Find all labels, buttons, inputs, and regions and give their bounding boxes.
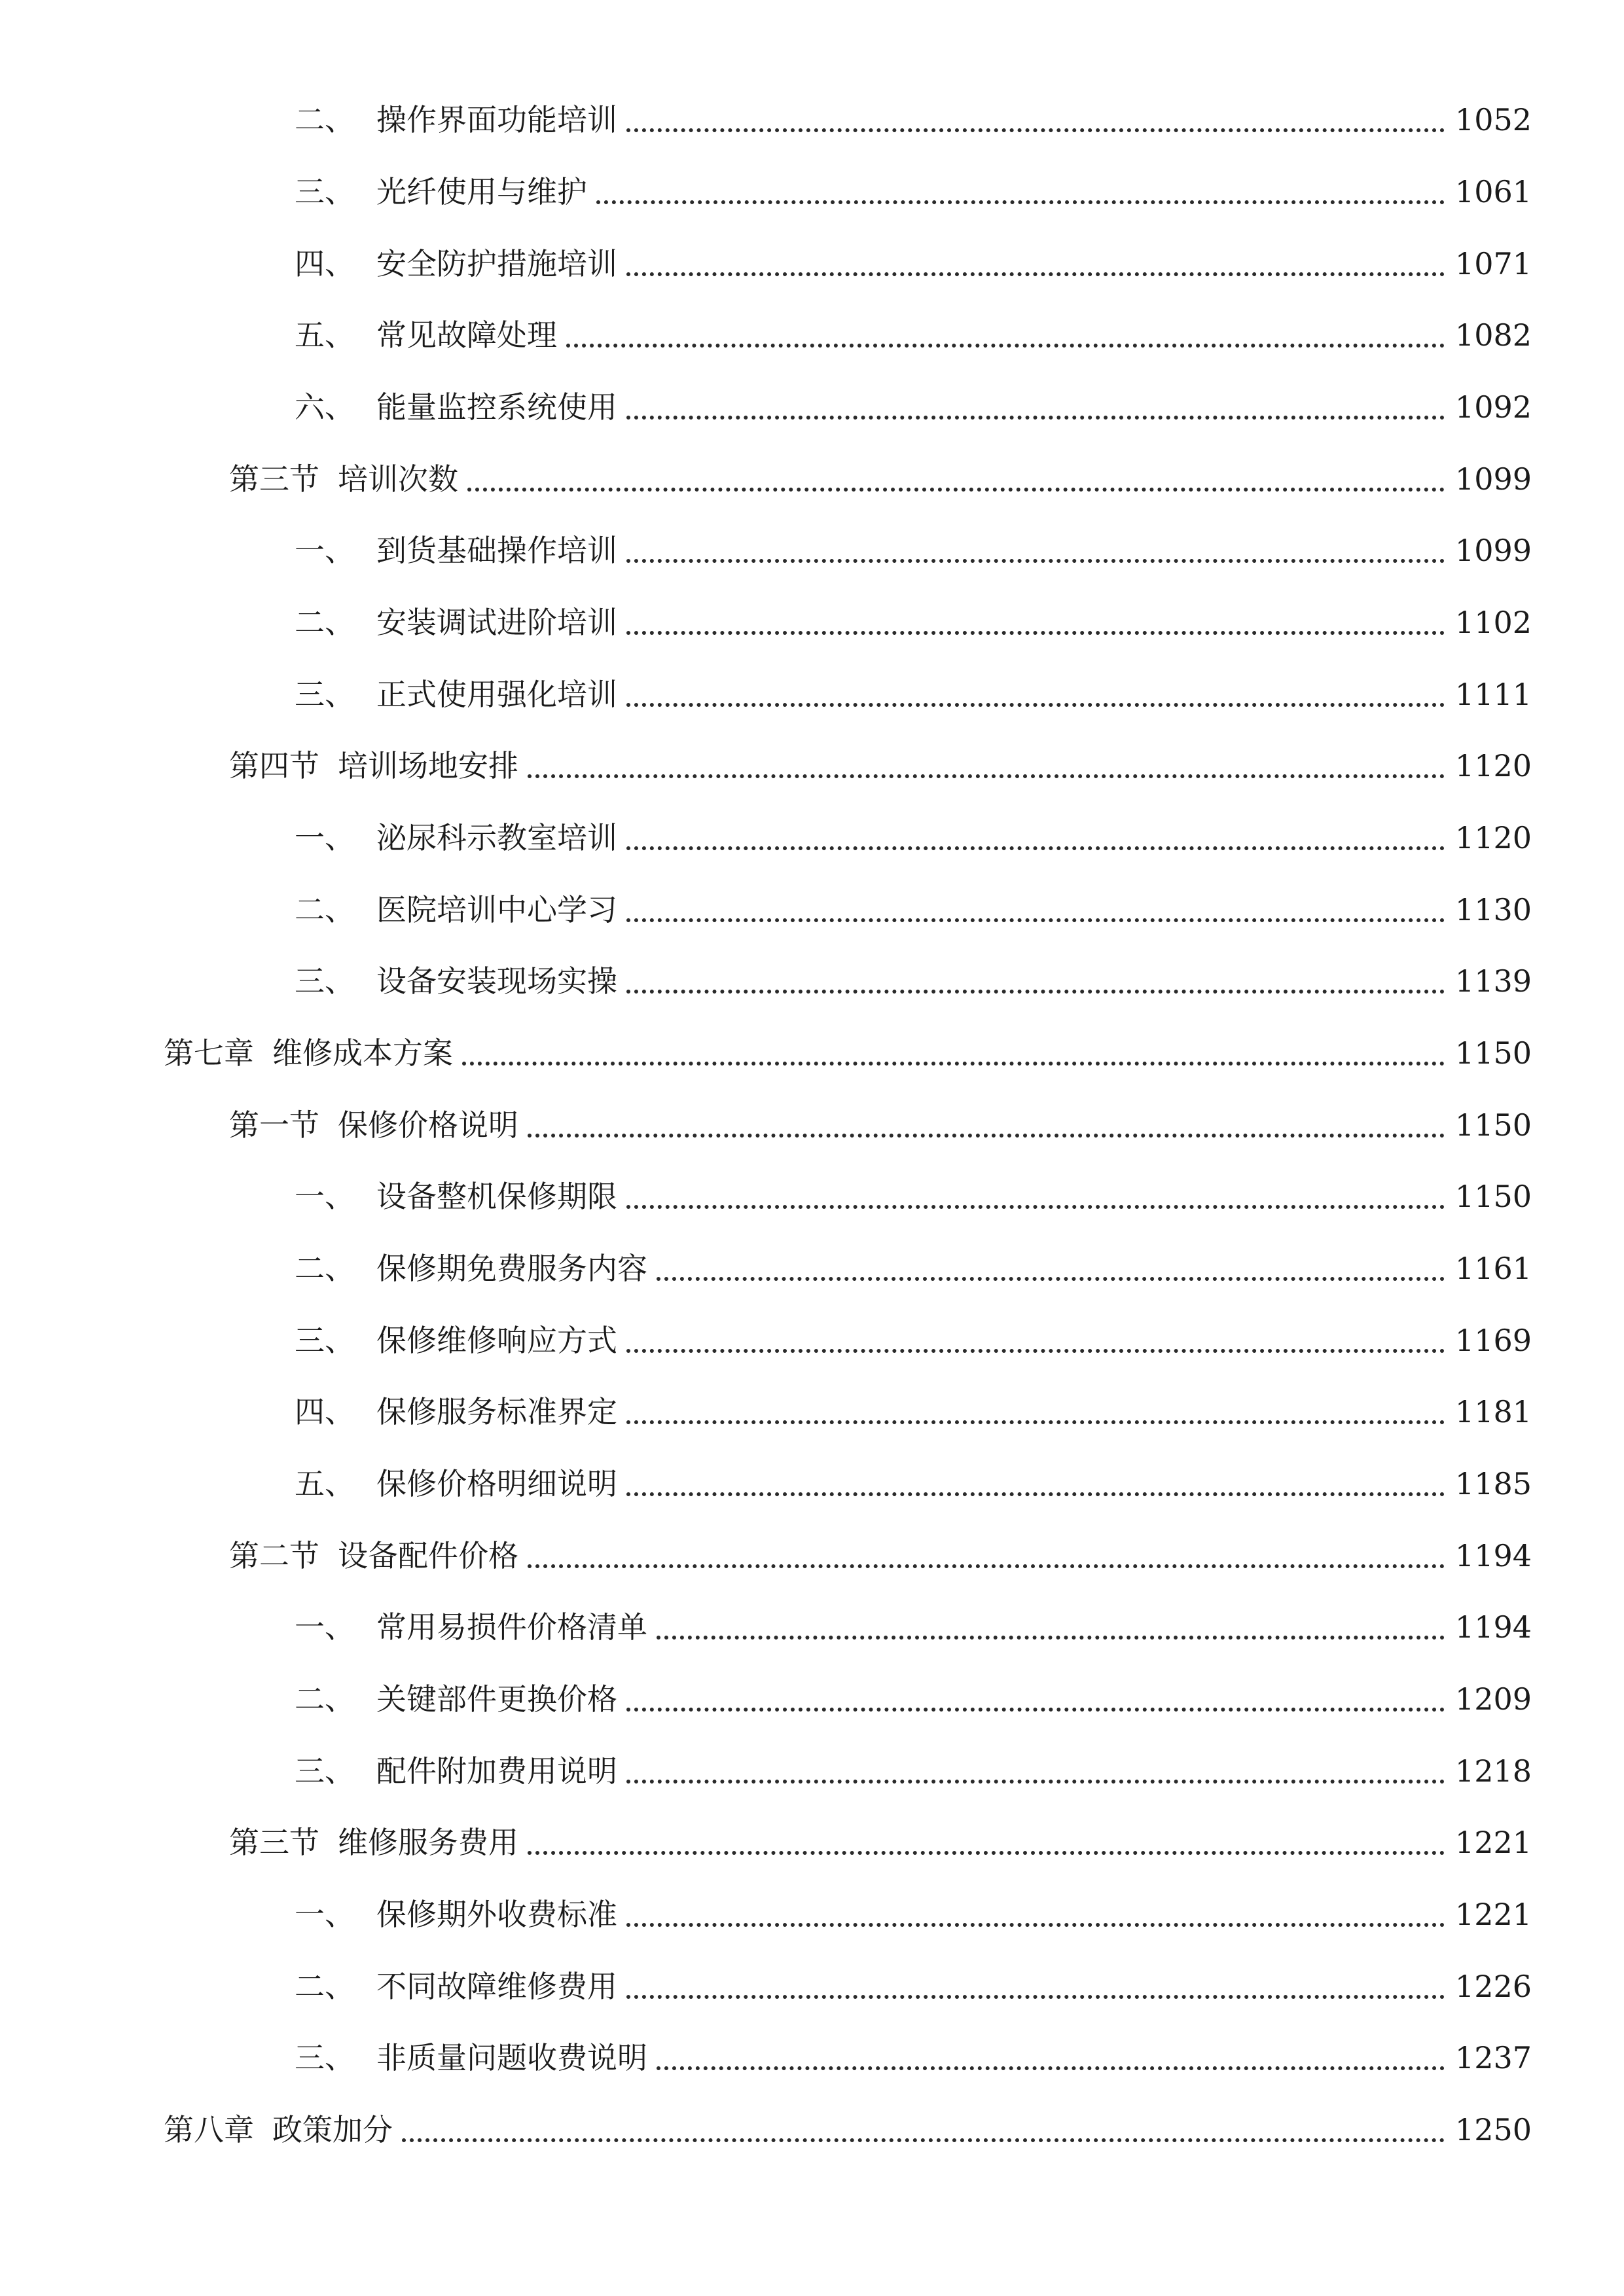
dot-leader — [626, 1349, 1445, 1353]
toc-entry[interactable] — [295, 1458, 1532, 1510]
toc-entry-title: 正式使用强化培训 — [376, 677, 617, 712]
toc-entry[interactable] — [295, 668, 1532, 721]
toc-entry-title: 安全防护措施培训 — [376, 246, 617, 281]
dot-leader — [657, 2066, 1445, 2070]
toc-entry[interactable] — [229, 453, 1532, 505]
dot-leader — [462, 1062, 1445, 1066]
toc-entry-number: 四、 — [295, 246, 355, 281]
toc-entry-number: 三、 — [295, 963, 355, 999]
toc-entry-number: 一、 — [295, 533, 355, 568]
toc-entry-page: 1099 — [1454, 533, 1532, 568]
dot-leader — [626, 1923, 1445, 1927]
dot-leader — [657, 1277, 1445, 1281]
toc-entry-number: 二、 — [295, 1251, 355, 1286]
toc-entry-title: 光纤使用与维护 — [376, 174, 587, 209]
toc-entry[interactable] — [164, 1027, 1532, 1079]
dot-leader — [528, 1564, 1445, 1568]
toc-entry-title: 培训次数 — [338, 461, 458, 497]
toc-entry-page: 1099 — [1454, 461, 1532, 497]
toc-entry-page: 1169 — [1454, 1323, 1532, 1358]
dot-leader — [467, 488, 1445, 492]
toc-entry[interactable] — [295, 1242, 1532, 1295]
toc-entry[interactable] — [295, 1170, 1532, 1223]
toc-entry-page: 1209 — [1454, 1681, 1532, 1717]
dot-leader — [626, 1780, 1445, 1784]
toc-entry-number: 第三节 — [229, 1825, 319, 1860]
toc-entry[interactable] — [295, 1601, 1532, 1653]
toc-entry-number: 第三节 — [229, 461, 319, 497]
toc-entry-page: 1194 — [1454, 1609, 1532, 1645]
toc-entry[interactable] — [295, 1314, 1532, 1367]
toc-entry[interactable] — [295, 596, 1532, 649]
toc-entry[interactable] — [295, 812, 1532, 864]
dot-leader — [626, 1420, 1445, 1424]
toc-entry[interactable] — [229, 1099, 1532, 1151]
toc-entry[interactable] — [295, 1386, 1532, 1438]
dot-leader — [626, 1995, 1445, 1999]
toc-entry-title: 不同故障维修费用 — [376, 1969, 617, 2004]
dot-leader — [626, 1492, 1445, 1496]
dot-leader — [528, 1134, 1445, 1138]
toc-entry-page: 1130 — [1454, 892, 1532, 927]
toc-entry[interactable] — [295, 1960, 1532, 2013]
toc-entry-title: 泌尿科示教室培训 — [376, 820, 617, 855]
toc-entry-page: 1221 — [1454, 1825, 1532, 1860]
toc-entry-title: 保修价格说明 — [338, 1107, 518, 1143]
toc-entry-title: 非质量问题收费说明 — [376, 2040, 647, 2075]
toc-entry-page: 1194 — [1454, 1538, 1532, 1573]
dot-leader — [626, 272, 1445, 276]
toc-entry-title: 政策加分 — [272, 2112, 393, 2147]
dot-leader — [626, 128, 1445, 132]
toc-entry-page: 1120 — [1454, 820, 1532, 855]
dot-leader — [657, 1636, 1445, 1640]
toc-entry-page: 1120 — [1454, 748, 1532, 783]
toc-entry-number: 一、 — [295, 1897, 355, 1932]
toc-entry[interactable] — [295, 524, 1532, 577]
toc-entry[interactable] — [295, 381, 1532, 433]
toc-entry-title: 医院培训中心学习 — [376, 892, 617, 927]
toc-entry-title: 能量监控系统使用 — [376, 389, 617, 425]
toc-entry[interactable] — [295, 238, 1532, 290]
dot-leader — [626, 631, 1445, 635]
toc-entry-page: 1250 — [1454, 2112, 1532, 2147]
toc-entry-page: 1102 — [1454, 605, 1532, 640]
toc-entry-title: 关键部件更换价格 — [376, 1681, 617, 1717]
toc-entry-title: 到货基础操作培训 — [376, 533, 617, 568]
toc-entry[interactable] — [164, 2104, 1532, 2156]
toc-entry[interactable] — [295, 166, 1532, 218]
dot-leader — [402, 2138, 1445, 2142]
toc-entry-number: 三、 — [295, 1323, 355, 1358]
toc-entry-number: 三、 — [295, 1753, 355, 1789]
toc-entry-page: 1150 — [1454, 1179, 1532, 1214]
dot-leader — [626, 990, 1445, 994]
toc-entry-number: 一、 — [295, 1609, 355, 1645]
toc-entry-title: 设备整机保修期限 — [376, 1179, 617, 1214]
toc-entry-title: 常用易损件价格清单 — [376, 1609, 647, 1645]
toc-entry-number: 二、 — [295, 605, 355, 640]
toc-entry-number: 一、 — [295, 820, 355, 855]
dot-leader — [626, 918, 1445, 922]
toc-entry-page: 1218 — [1454, 1753, 1532, 1789]
toc-entry-number: 第四节 — [229, 748, 319, 783]
toc-entry-title: 培训场地安排 — [338, 748, 518, 783]
toc-entry-page: 1181 — [1454, 1394, 1532, 1429]
toc-entry-title: 常见故障处理 — [376, 317, 557, 353]
toc-entry-number: 第二节 — [229, 1538, 319, 1573]
toc-entry[interactable] — [295, 884, 1532, 936]
toc-entry-number: 二、 — [295, 892, 355, 927]
toc-entry-number: 二、 — [295, 1681, 355, 1717]
toc-entry-title: 保修期外收费标准 — [376, 1897, 617, 1932]
dot-leader — [626, 1708, 1445, 1712]
toc-entry-page: 1052 — [1454, 102, 1532, 137]
dot-leader — [626, 846, 1445, 850]
toc-entry-title: 设备安装现场实操 — [376, 963, 617, 999]
toc-entry-page: 1150 — [1454, 1035, 1532, 1071]
toc-entry-page: 1185 — [1454, 1466, 1532, 1501]
toc-entry-title: 保修服务标准界定 — [376, 1394, 617, 1429]
toc-entry-number: 第七章 — [164, 1035, 254, 1071]
toc-entry-page: 1150 — [1454, 1107, 1532, 1143]
toc-entry-number: 五、 — [295, 1466, 355, 1501]
toc-entry-number: 第八章 — [164, 2112, 254, 2147]
toc-entry-page: 1139 — [1454, 963, 1532, 999]
toc-entry-title: 保修期免费服务内容 — [376, 1251, 647, 1286]
toc-entry-title: 操作界面功能培训 — [376, 102, 617, 137]
toc-entry-title: 安装调试进阶培训 — [376, 605, 617, 640]
toc-entry[interactable] — [295, 1745, 1532, 1797]
dot-leader — [626, 703, 1445, 707]
dot-leader — [626, 559, 1445, 563]
toc-entry-number: 六、 — [295, 389, 355, 425]
toc-entry-number: 三、 — [295, 2040, 355, 2075]
toc-entry-page: 1092 — [1454, 389, 1532, 425]
toc-entry-title: 配件附加费用说明 — [376, 1753, 617, 1789]
toc-entry-number: 第一节 — [229, 1107, 319, 1143]
toc-entry-page: 1082 — [1454, 317, 1532, 353]
toc-entry[interactable] — [229, 1816, 1532, 1869]
toc-entry[interactable] — [295, 309, 1532, 361]
dot-leader — [626, 416, 1445, 420]
toc-entry-number: 三、 — [295, 174, 355, 209]
toc-entry-number: 三、 — [295, 677, 355, 712]
toc-entry-number: 五、 — [295, 317, 355, 353]
toc-entry[interactable] — [295, 94, 1532, 146]
dot-leader — [528, 1851, 1445, 1855]
toc-entry-page: 1161 — [1454, 1251, 1532, 1286]
dot-leader — [626, 1205, 1445, 1209]
dot-leader — [528, 774, 1445, 778]
toc-entry-title: 维修成本方案 — [272, 1035, 453, 1071]
toc-entry-page: 1226 — [1454, 1969, 1532, 2004]
toc-entry-title: 设备配件价格 — [338, 1538, 518, 1573]
toc-entry-page: 1061 — [1454, 174, 1532, 209]
toc-entry-title: 保修价格明细说明 — [376, 1466, 617, 1501]
toc-entry-page: 1237 — [1454, 2040, 1532, 2075]
toc-entry-page: 1221 — [1454, 1897, 1532, 1932]
toc-entry[interactable] — [295, 1888, 1532, 1941]
dot-leader — [596, 200, 1445, 204]
toc-entry-page: 1071 — [1454, 246, 1532, 281]
toc-entry-number: 二、 — [295, 1969, 355, 2004]
toc-entry-number: 二、 — [295, 102, 355, 137]
toc-entry[interactable] — [229, 1530, 1532, 1582]
toc-entry[interactable] — [295, 955, 1532, 1007]
toc-entry[interactable] — [229, 740, 1532, 792]
toc-entry-title: 维修服务费用 — [338, 1825, 518, 1860]
toc-entry-number: 一、 — [295, 1179, 355, 1214]
toc-entry[interactable] — [295, 2032, 1532, 2084]
toc-entry[interactable] — [295, 1673, 1532, 1725]
toc-entry-page: 1111 — [1454, 677, 1532, 712]
toc-entry-title: 保修维修响应方式 — [376, 1323, 617, 1358]
toc-entry-number: 四、 — [295, 1394, 355, 1429]
dot-leader — [566, 344, 1445, 348]
